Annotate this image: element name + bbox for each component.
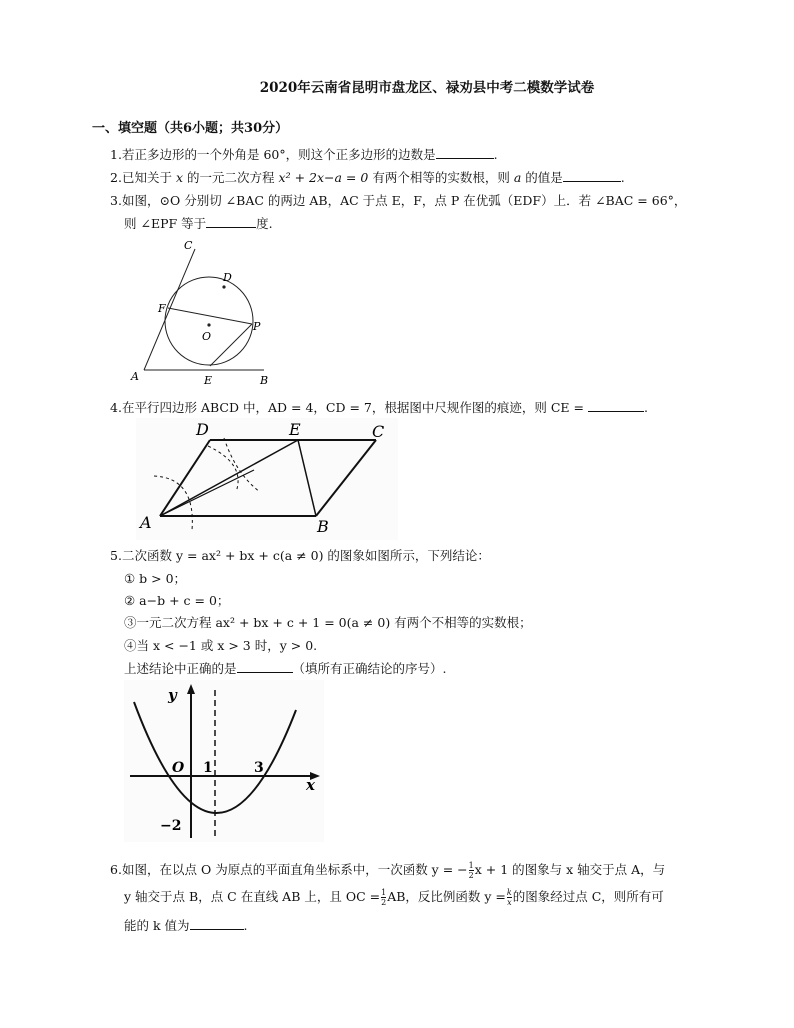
equation: x² + 2x−a = 0 (278, 170, 369, 185)
fraction-numerator: k (506, 888, 512, 897)
question-end: . (643, 400, 648, 415)
ray-ac (144, 249, 195, 370)
figure-parabola (124, 680, 324, 842)
label-f: F (158, 302, 166, 315)
label-d: D (223, 271, 232, 284)
label-y: y (168, 686, 177, 704)
question-4 (110, 398, 648, 416)
question-text: AB，反比例函数 y = (387, 889, 506, 904)
question-2 (110, 168, 625, 186)
question-text: 则 ∠EPF 等于 (124, 216, 207, 231)
answer-blank[interactable] (588, 399, 644, 412)
answer-blank[interactable] (190, 917, 244, 930)
question-text: 有两个相等的实数根，则 (372, 170, 510, 185)
question-text: 如图，⊙O 分别切 ∠BAC 的两边 AB，AC 于点 E，F，点 P 在优弧（EDF）上．若 ∠BAC = 66°， (122, 193, 687, 208)
label-one: 1 (203, 760, 213, 776)
question-number: 3. (110, 193, 122, 208)
label-b: B (260, 374, 269, 387)
label-a: A (140, 513, 152, 532)
label-b: B (317, 517, 329, 536)
question-text: 的一元二次方程 (187, 170, 275, 185)
figure-circle-tangent (128, 236, 278, 388)
label-e: E (289, 420, 301, 439)
question-text: 已知关于 (122, 170, 173, 185)
fraction-denominator: x (507, 898, 512, 907)
figure-parallelogram (136, 418, 398, 540)
point-d-dot (222, 285, 225, 288)
question-number: 1. (110, 147, 122, 162)
answer-blank[interactable] (436, 146, 494, 159)
question-6-line-3 (124, 916, 248, 934)
question-text: 在平行四边形 ABCD 中，AD = 4，CD = 7，根据图中尺规作图的痕迹，则 CE = (122, 400, 584, 415)
label-o: O (202, 330, 212, 343)
label-a: A (131, 370, 139, 383)
fraction-1-2 (469, 861, 474, 880)
answer-blank[interactable] (563, 169, 621, 182)
question-text: 的值是 (525, 170, 563, 185)
answer-blank[interactable] (206, 215, 256, 228)
label-c: C (372, 422, 385, 441)
question-text: 上述结论中正确的是 (124, 661, 237, 676)
question-3-line-1 (110, 191, 686, 209)
question-text: 能的 k 值为 (124, 918, 190, 933)
question-text: 度. (256, 216, 273, 231)
question-5-tail (124, 659, 447, 677)
question-text: x + 1 的图象与 x 轴交于点 A，与 (474, 862, 666, 877)
answer-blank[interactable] (237, 660, 293, 673)
fraction-numerator: 1 (468, 861, 474, 870)
statement-4: ④当 x < −1 或 x > 3 时，y > 0. (124, 638, 318, 653)
variable-x: x (176, 170, 184, 185)
question-end: . (620, 170, 625, 185)
question-end: . (243, 918, 248, 933)
statement-2: ② a−b + c = 0； (124, 593, 230, 608)
question-6-line-2 (124, 887, 664, 907)
question-text: 二次函数 y = ax² + bx + c(a ≠ 0) 的图象如图所示，下列结论： (122, 548, 490, 563)
label-c: C (184, 239, 193, 252)
fraction-1-2 (381, 888, 386, 907)
label-origin: O (172, 760, 185, 776)
question-3-line-2 (124, 214, 273, 232)
label-three: 3 (254, 760, 264, 776)
variable-a: a (513, 170, 522, 185)
segment-fp (168, 308, 252, 324)
center-dot (207, 323, 210, 326)
statement-1: ① b > 0； (124, 571, 187, 586)
question-1 (110, 145, 498, 163)
question-text: 的图象经过点 C，则所有可 (512, 889, 664, 904)
section-heading: 一、填空题（共6小题；共30分） (92, 121, 289, 136)
question-end: . (493, 147, 498, 162)
circle-o (165, 277, 253, 365)
fraction-denominator: 2 (381, 898, 387, 907)
page-title: 2020年云南省昆明市盘龙区、禄劝县中考二模数学试卷 (259, 80, 595, 96)
question-number: 2. (110, 170, 122, 185)
label-x: x (306, 776, 315, 794)
label-neg2: −2 (160, 818, 182, 834)
question-6-line-1 (110, 860, 665, 880)
figure-background (124, 680, 324, 842)
question-text: （填所有正确结论的序号）. (292, 661, 447, 676)
question-number: 6. (110, 862, 122, 877)
fraction-k-x (507, 888, 512, 907)
label-e: E (204, 374, 213, 387)
fraction-denominator: 2 (468, 871, 474, 880)
fraction-numerator: 1 (381, 888, 387, 897)
question-text: 若正多边形的一个外角是 60°，则这个正多边形的边数是 (122, 147, 436, 162)
question-number: 5. (110, 548, 122, 563)
question-number: 4. (110, 400, 122, 415)
label-d: D (196, 420, 209, 439)
figure-background (136, 418, 398, 540)
statement-3: ③一元二次方程 ax² + bx + c + 1 = 0(a ≠ 0) 有两个不相等的实数根； (124, 615, 532, 630)
question-text: 如图，在以点 O 为原点的平面直角坐标系中，一次函数 y = − (122, 862, 468, 877)
label-p: P (253, 320, 261, 333)
question-text: y 轴交于点 B，点 C 在直线 AB 上，且 OC = (124, 889, 381, 904)
question-5 (110, 546, 490, 564)
